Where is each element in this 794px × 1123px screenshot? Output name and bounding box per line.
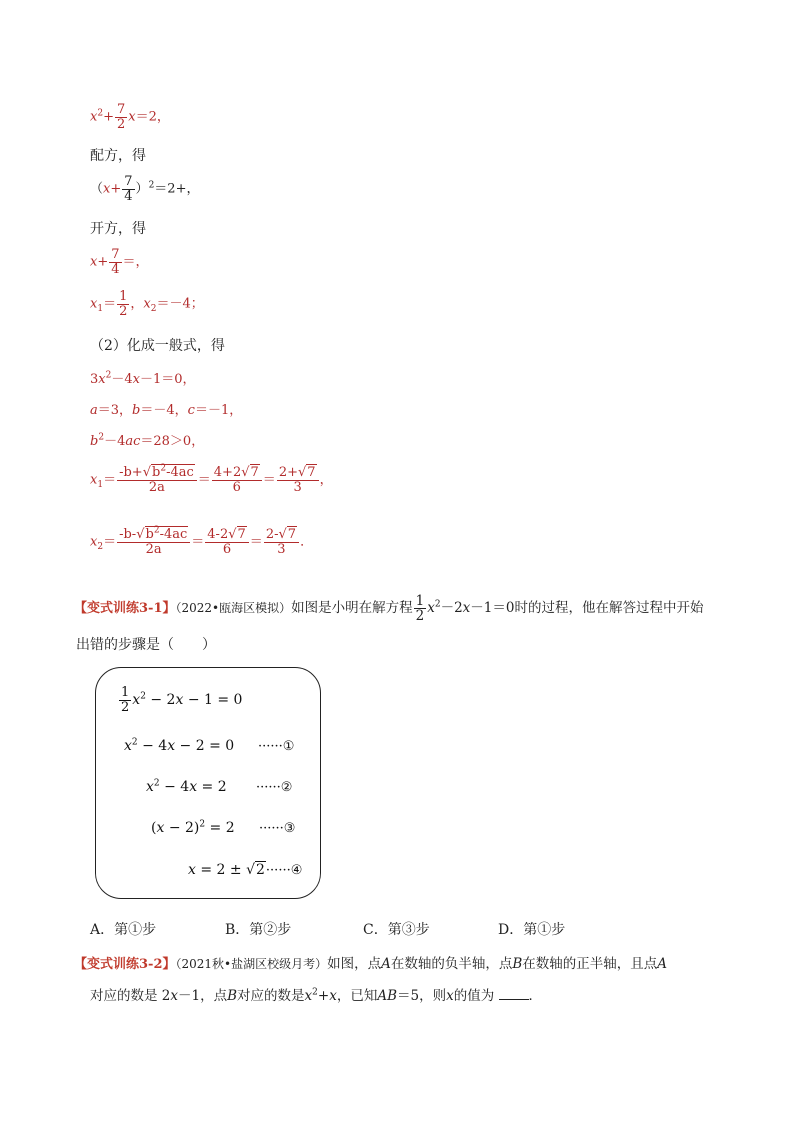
question-3-1-line-2: 出错的步骤是（ ） [76,637,216,653]
option-b[interactable]: B．第②步 [225,922,292,938]
question-tag: 【变式训练3-2】 [74,957,176,972]
step-3-mark: ······③ [259,821,296,836]
option-d[interactable]: D．第①步 [498,922,566,938]
answer-blank[interactable] [499,987,529,1000]
solution-line-7: （2）化成一般式，得 [90,338,225,354]
solution-line-3: （x+ $\frac{7}{4}$ ）$^2$＝2+， [90,174,200,204]
option-c[interactable]: C．第③步 [363,922,430,938]
step-1: $x^2 - 4x - 2 = 0$ [124,737,235,754]
step-2: $x^2 - 4x = 2$ [146,778,227,795]
solution-line-10: $b^2-4ac=28>0$， [90,432,205,449]
solution-line-5: x+ $\frac{7}{4}$ ＝， [90,247,149,277]
solution-steps-box [95,667,321,899]
question-source: （2021秋•盐湖区校级月考） [175,957,328,971]
solution-line-11: $x_1=$ $\frac{-b+√b^2-4ac}{2a}$ ＝ $\frac{4+2√7}{6}$ ＝ $\frac{2+√7}{3}$ ， [90,463,333,495]
question-3-2-line-1: 【变式训练3-2】（2021秋•盐湖区校级月考）如图，点A在数轴的负半轴，点B在数轴的正半轴，且点A [74,956,668,972]
solution-line-1: $x^2+$ $\frac{7}{2}$ x＝2， [90,102,170,132]
option-a[interactable]: A．第①步 [90,922,157,938]
solution-line-9: a＝3，b＝－4，c＝－1， [90,403,243,418]
question-3-2-line-2: 对应的数是 2x－1，点B对应的数是$x^2+x$，已知AB＝5，则x的值为 ． [90,987,543,1004]
solution-line-2: 配方，得 [90,148,146,164]
step-1-mark: ······① [258,739,295,754]
question-tag: 【变式训练3-1】 [74,601,176,617]
solution-line-6: $x_1=$ $\frac{1}{2}$ ，$x_2=-4$； [90,289,204,319]
solution-line-8: $3x^2-4x-1=0$， [90,370,196,387]
question-source: （2022•瓯海区模拟） [175,601,292,616]
step-3: $(x - 2)^2 = 2$ [151,819,235,836]
step-4: x = 2 ± √2······④ [188,862,303,878]
question-3-1-line-1: 【变式训练3-1】（2022•瓯海区模拟）如图是小明在解方程 $\frac{1}{2}$ $x^2-2x-1=0$时的过程，他在解答过程中开始 [74,593,704,625]
step-0: $\frac{1}{2}$ $x^2 - 2x - 1 = 0$ [121,685,243,715]
solution-line-4: 开方，得 [90,221,146,237]
solution-line-12: $x_2=$ $\frac{-b-√b^2-4ac}{2a}$ ＝ $\frac{4-2√7}{6}$ ＝ $\frac{2-√7}{3}$ ． [90,525,314,557]
step-2-mark: ······② [256,780,293,795]
